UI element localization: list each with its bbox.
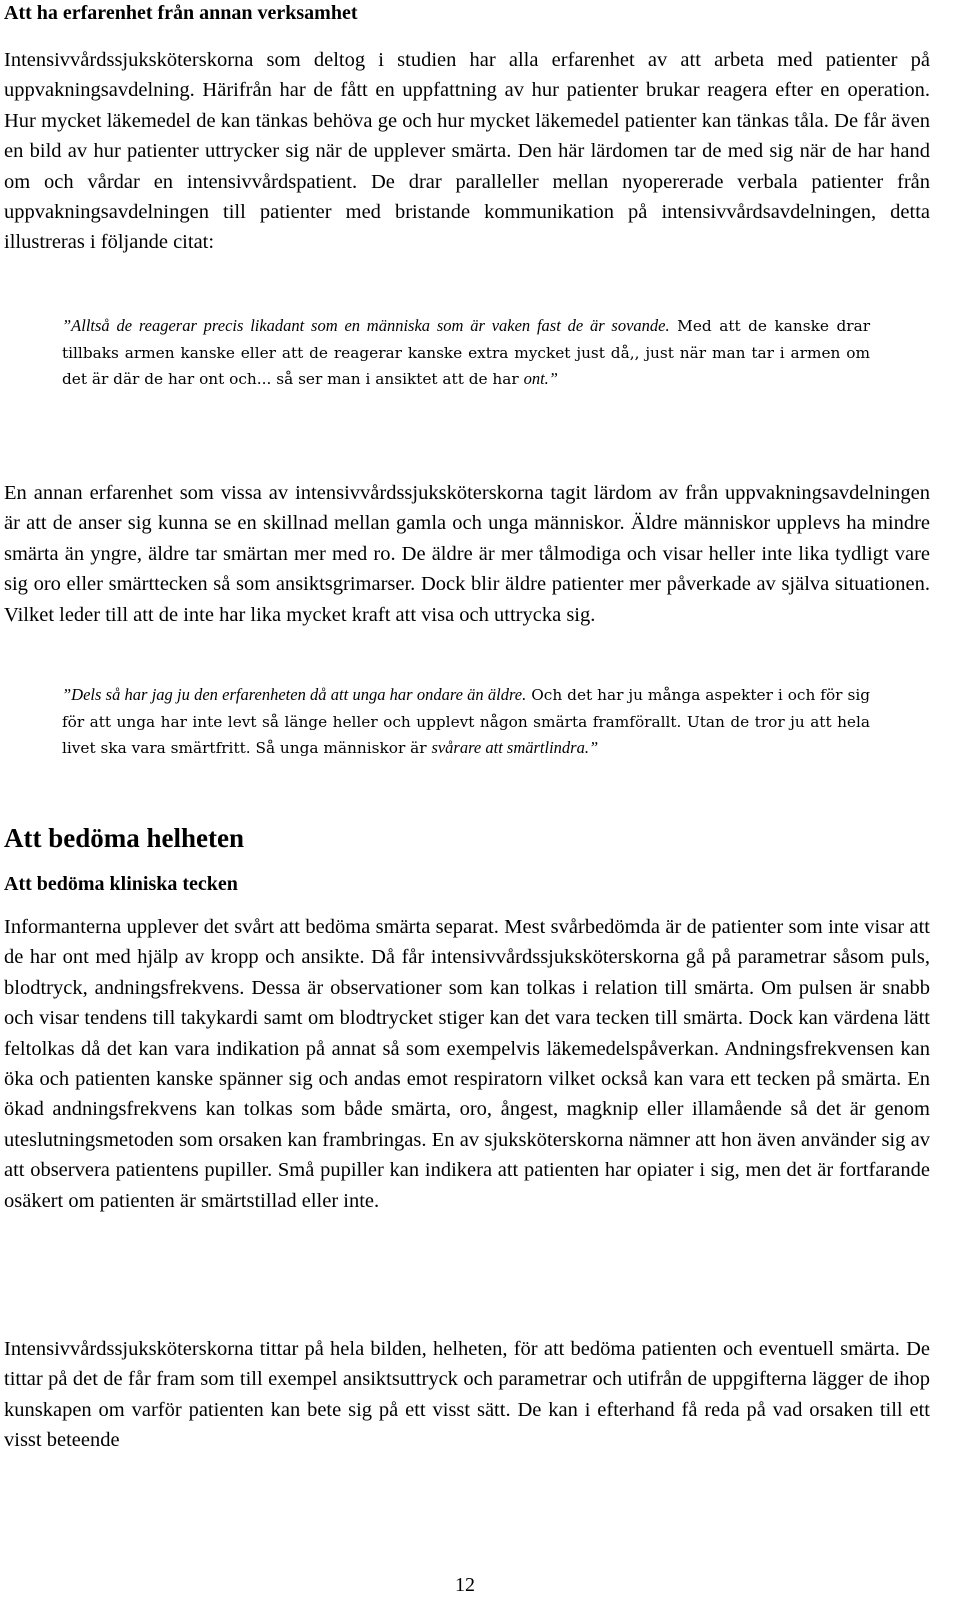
block-quote bbox=[62, 313, 870, 393]
block-quote bbox=[62, 682, 870, 762]
body-paragraph: Informanterna upplever det svårt att bedöma smärta separat. Mest svårbedömda är de patienter som inte visar att de har ont med hjälp av kropp och ansikte. Då får intensivvårdssjuksköterskorna gå på parametrar såsom puls, blodtryck, andningsfrekvens. Dessa är observationer som kan tolkas i relation till smärta. Om pulsen är snabb och visar tendens till takykardi samt om blodtrycket stiger kan det vara tecken till smärta. Dock kan värdena lätt feltolkas då det kan vara indikation på annat så som exempelvis läkemedelspåverkan. Andningsfrekvensen kan öka och patienten kanske spänner sig och andas emot respiratorn vilket också kan vara ett tecken på smärta. En ökad andningsfrekvens kan tolkas som både smärta, oro, ångest, magknip eller illamående så det är genom uteslutningsmetoden som orsaken kan frambringas. En av sjuksköterskorna nämner att hon även använder sig av att observera patientens pupiller. Små pupiller kan indikera att patienten har opiater i sig, men det är fortfarande osäkert om patienten är smärtstillad eller inte. bbox=[4, 916, 930, 1212]
body-paragraph: Intensivvårdssjuksköterskorna som deltog i studien har alla erfarenhet av att arbeta med patienter på uppvakningsavdelning. Härifrån har de fått en uppfattning av hur patienter brukar reagera efter en operation. Hur mycket läkemedel de kan tänkas behöva ge och hur mycket läkemedel patienter kan tänkas tåla. De får även en bild av hur patienter uttrycker sig när de upplever smärta. Den här lärdomen tar de med sig när de har hand om och vårdar en intensivvårdspatient. De drar paralleller mellan nyopererade verbala patienter från uppvakningsavdelningen till patienter med bristande kommunikation på intensivvårdsavdelningen, detta illustreras i följande citat: bbox=[4, 49, 930, 254]
body-paragraph: En annan erfarenhet som vissa av intensivvårdssjuksköterskorna tagit lärdom av från uppvakningsavdelningen är att de anser sig kunna se en skillnad mellan gamla och unga människor. Äldre människor upplevs ha mindre smärta än yngre, äldre tar smärtan mer med ro. De äldre är mer tålmodiga och visar heller inte lika tydligt vare sig oro eller smärttecken så som ansiktsgrimarser. Dock blir äldre patienter mer påverkade av själva situationen. Vilket leder till att de inte har lika mycket kraft att visa och uttrycka sig. bbox=[4, 482, 930, 626]
quote-text: Och det har ju många aspekter i och för sig för att unga har inte levt så länge heller och upplevt någon smärta framförallt. Utan de tror ju att hela livet ska vara smärtfritt. Så unga människor är bbox=[62, 686, 870, 757]
quote-italic-text: ”Alltså de reagerar precis likadant som en människa som är vaken fast de är sovande. bbox=[62, 316, 670, 335]
body-paragraph: Intensivvårdssjuksköterskorna tittar på hela bilden, helheten, för att bedöma patienten och eventuell smärta. De tittar på det de får fram som till exempel ansiktsuttryck och parametrar och utifrån de uppgifterna lägger de ihop kunskapen om varför patienten kan bete sig på ett visst sätt. De kan i efterhand få reda på vad orsaken till ett visst beteende bbox=[4, 1338, 930, 1452]
quote-italic-text: ont.” bbox=[523, 369, 558, 388]
page-number: 12 bbox=[455, 1574, 475, 1596]
quote-italic-text: ”Dels så har jag ju den erfarenheten då att unga har ondare än äldre. bbox=[62, 685, 527, 704]
quote-italic-text: svårare att smärtlindra.” bbox=[431, 738, 599, 757]
section-heading: Att ha erfarenhet från annan verksamhet bbox=[4, 2, 358, 24]
section-heading: Att bedöma helheten bbox=[4, 823, 244, 853]
subsection-heading: Att bedöma kliniska tecken bbox=[4, 873, 238, 895]
quote-text: Med att de kanske drar tillbaks armen kanske eller att de reagerar kanske extra mycket just då,, just när man tar i armen om det är där de har ont och... så ser man i ansiktet att de har bbox=[62, 317, 871, 388]
